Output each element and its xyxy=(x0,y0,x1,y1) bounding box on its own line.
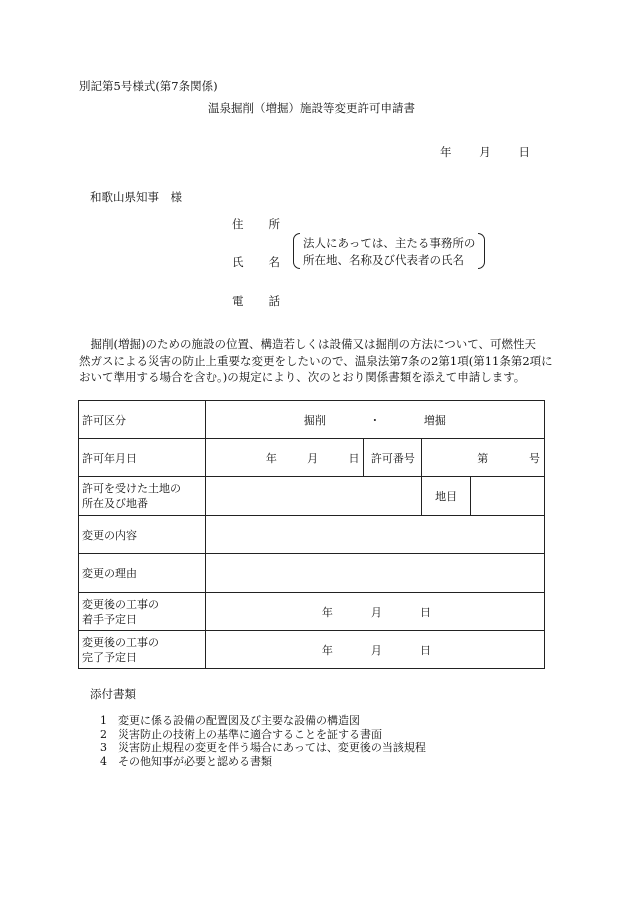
start-label-line: 着手予定日 xyxy=(82,612,137,626)
item-text: 災害防止の技術上の基準に適合することを証する書面 xyxy=(118,727,382,741)
name-label-char: 氏 xyxy=(232,255,244,269)
list-item xyxy=(100,714,426,728)
unit-month: 月 xyxy=(307,451,319,465)
start-label-line: 変更後の工事の xyxy=(82,597,159,611)
permit-number-label: 許可番号 xyxy=(364,439,422,477)
attachments-list xyxy=(100,714,426,768)
right-bracket xyxy=(478,233,485,269)
permit-number-cell[interactable] xyxy=(422,439,545,477)
permit-date-label: 許可年月日 xyxy=(79,439,206,477)
statement-line: おいて準用する場合を含む。)の規定により、次のとおり関係書類を添えて申請します。 xyxy=(79,370,526,384)
permit-table xyxy=(78,400,545,669)
table-row xyxy=(79,516,545,554)
unit-day: 日 xyxy=(420,605,431,619)
table-row xyxy=(79,477,545,516)
change-reason-cell[interactable] xyxy=(205,554,544,593)
end-date-label xyxy=(79,631,206,669)
table-row xyxy=(79,554,545,593)
attachments-heading: 添付書類 xyxy=(90,687,136,701)
unit-dai: 第 xyxy=(477,451,489,465)
phone-label xyxy=(232,293,280,309)
unit-month: 月 xyxy=(370,643,382,657)
application-date xyxy=(440,144,530,160)
start-date-label xyxy=(79,593,206,631)
corporate-note xyxy=(293,233,485,269)
table-row xyxy=(79,631,545,669)
land-category-label: 地目 xyxy=(422,477,471,516)
statement-line: 掘削(増掘)のための施設の位置、構造若しくは設備又は掘削の方法について、可燃性天 xyxy=(79,337,537,351)
note-line: 所在地、名称及び代表者の氏名 xyxy=(303,253,464,267)
unit-day: 日 xyxy=(420,643,431,657)
list-item xyxy=(100,755,426,769)
name-label xyxy=(232,254,280,270)
land-label-line: 所在及び地番 xyxy=(82,497,148,510)
land-category-cell[interactable] xyxy=(471,477,545,516)
permit-type-cell[interactable] xyxy=(205,401,544,439)
unit-year: 年 xyxy=(265,451,277,465)
date-month-unit: 月 xyxy=(479,145,491,159)
name-label-char: 名 xyxy=(268,255,280,269)
phone-label-char: 電 xyxy=(232,294,244,308)
change-content-cell[interactable] xyxy=(205,516,544,554)
unit-go: 号 xyxy=(529,451,540,465)
form-number: 別記第5号様式(第7条関係) xyxy=(79,79,218,93)
start-date-cell[interactable] xyxy=(205,593,544,631)
address-label xyxy=(232,216,280,232)
item-number: 3 xyxy=(100,741,107,754)
permit-date-cell[interactable] xyxy=(205,439,364,477)
end-date-cell[interactable] xyxy=(205,631,544,669)
table-row xyxy=(79,593,545,631)
change-content-label: 変更の内容 xyxy=(79,516,206,554)
change-reason-label: 変更の理由 xyxy=(79,554,206,593)
application-statement xyxy=(79,336,553,386)
item-text: その他知事が必要と認める書類 xyxy=(118,754,272,768)
option-excavation[interactable]: 掘削 xyxy=(303,413,326,427)
left-bracket xyxy=(293,233,300,269)
item-number: 2 xyxy=(100,727,107,741)
permit-type-label: 許可区分 xyxy=(79,401,206,439)
phone-label-char: 話 xyxy=(268,294,280,308)
unit-day: 日 xyxy=(348,451,360,465)
option-separator: ・ xyxy=(369,413,381,427)
item-text: 変更に係る設備の配置図及び主要な設備の構造図 xyxy=(118,714,360,727)
land-label-line: 許可を受けた土地の xyxy=(82,482,181,495)
unit-year: 年 xyxy=(321,643,333,657)
table-row xyxy=(79,401,545,439)
item-number: 1 xyxy=(100,714,107,727)
land-location-cell[interactable] xyxy=(205,477,421,516)
option-deepening[interactable]: 増掘 xyxy=(423,413,446,427)
table-row xyxy=(79,439,545,477)
end-label-line: 完了予定日 xyxy=(82,650,137,664)
addressee: 和歌山県知事 様 xyxy=(90,190,182,204)
address-label-char: 住 xyxy=(232,217,244,231)
list-item xyxy=(100,741,426,755)
page-title: 温泉掘削（増掘）施設等変更許可申請書 xyxy=(208,101,415,115)
date-year-unit: 年 xyxy=(440,145,452,159)
statement-line: 然ガスによる災害の防止上重要な変更をしたいので、温泉法第7条の2第1項(第11条第2項に xyxy=(79,353,553,368)
item-text: 災害防止規程の変更を伴う場合にあっては、変更後の当該規程 xyxy=(118,741,426,754)
end-label-line: 変更後の工事の xyxy=(82,635,159,649)
unit-year: 年 xyxy=(321,605,333,619)
list-item xyxy=(100,728,426,742)
unit-month: 月 xyxy=(370,605,382,619)
item-number: 4 xyxy=(100,754,107,768)
land-label xyxy=(79,477,206,516)
date-day-unit: 日 xyxy=(518,145,530,159)
address-label-char: 所 xyxy=(268,217,280,231)
note-line: 法人にあっては、主たる事務所の xyxy=(303,236,476,250)
